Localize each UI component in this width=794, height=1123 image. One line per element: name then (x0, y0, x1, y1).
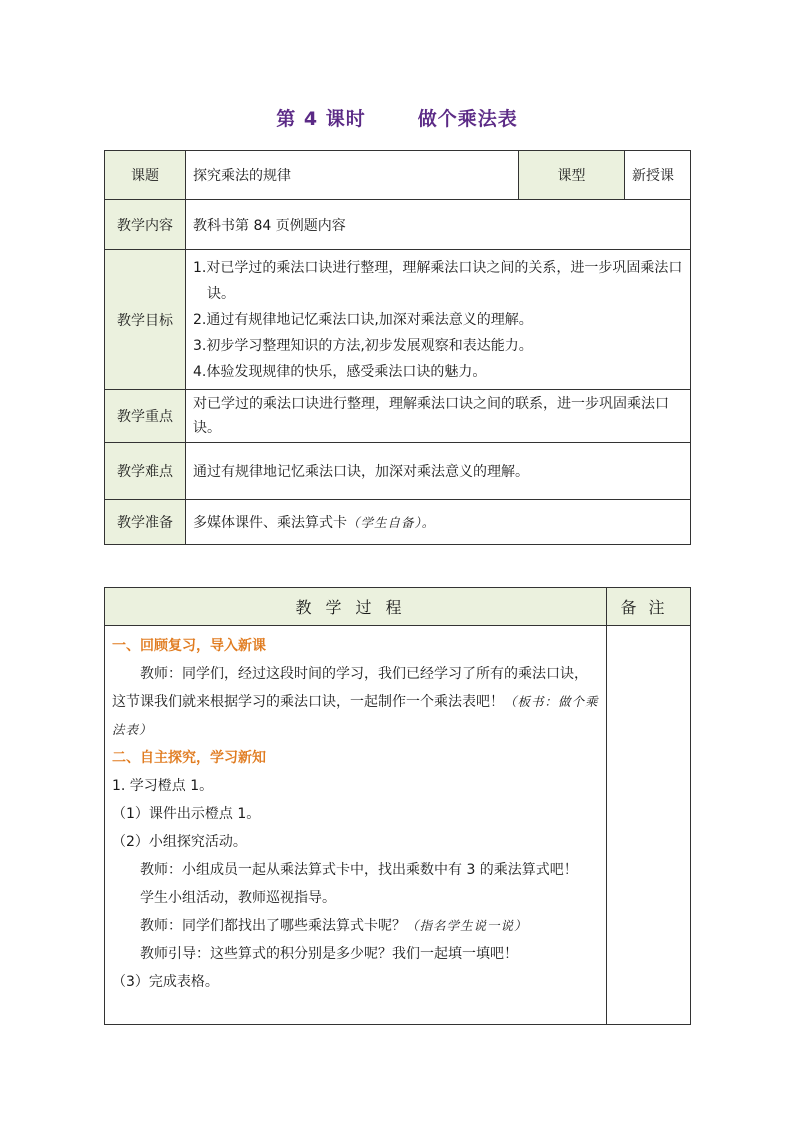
paragraph (112, 660, 599, 744)
section-heading: 一、回顾复习，导入新课 (112, 638, 266, 654)
lesson-info-table (104, 150, 691, 545)
paragraph: 教师引导：这些算式的积分别是多少呢？我们一起填一填吧！ (140, 946, 518, 962)
section-heading: 二、自主探究，学习新知 (112, 750, 266, 766)
goals-list (186, 250, 691, 390)
goals-label: 教学目标 (105, 250, 186, 390)
lesson-number: 第 4 课时 (276, 108, 366, 130)
goal-item: 2.通过有规律地记忆乘法口诀,加深对乘法意义的理解。 (193, 311, 533, 328)
step-item: （2）小组探究活动。 (112, 834, 247, 850)
key-row (105, 390, 691, 443)
page-title (0, 104, 794, 131)
instruction-note: （指名学生说一说） (406, 918, 528, 933)
step-item: 1. 学习橙点 1。 (112, 778, 214, 794)
key-value: 对已学过的乘法口诀进行整理，理解乘法口诀之间的联系，进一步巩固乘法口诀。 (186, 390, 691, 443)
topic-row (105, 151, 691, 200)
prep-label: 教学准备 (105, 500, 186, 545)
prep-cell (186, 500, 691, 545)
prep-note: （学生自备）。 (347, 515, 436, 530)
content-value: 教科书第 84 页例题内容 (186, 200, 691, 250)
board-note: （板书：做个乘法表） (112, 694, 599, 737)
goals-row (105, 250, 691, 390)
content-row (105, 200, 691, 250)
prep-row (105, 500, 691, 545)
difficulty-label: 教学难点 (105, 443, 186, 500)
process-header-row (105, 588, 691, 626)
step-item: （1）课件出示橙点 1。 (112, 806, 261, 822)
topic-label: 课题 (105, 151, 186, 200)
goal-item: 3.初步学习整理知识的方法,初步发展观察和表达能力。 (193, 337, 533, 354)
topic-value: 探究乘法的规律 (186, 151, 519, 200)
content-label: 教学内容 (105, 200, 186, 250)
paragraph-text: 教师：同学们，经过这段时间的学习，我们已经学习了所有的乘法口诀，这节课我们就来根据学习的乘法口诀，一起制作一个乘法表吧！ (112, 666, 588, 710)
difficulty-row (105, 443, 691, 500)
type-value: 新授课 (625, 151, 691, 200)
process-body-row (105, 626, 691, 1025)
paragraph: 教师：小组成员一起从乘法算式卡中，找出乘数中有 3 的乘法算式吧！ (140, 862, 578, 878)
paragraph: 学生小组活动，教师巡视指导。 (140, 890, 336, 906)
teaching-process-table (104, 587, 691, 1025)
process-header: 教学过程 (105, 588, 607, 626)
notes-header: 备注 (607, 588, 691, 626)
lesson-name: 做个乘法表 (417, 108, 518, 130)
key-label: 教学重点 (105, 390, 186, 443)
type-label: 课型 (519, 151, 625, 200)
prep-value: 多媒体课件、乘法算式卡 (193, 515, 347, 531)
process-body (105, 626, 607, 1025)
step-item: （3）完成表格。 (112, 974, 219, 990)
paragraph (112, 912, 599, 940)
goal-item: 4.体验发现规律的快乐，感受乘法口诀的魅力。 (193, 363, 487, 380)
notes-column (607, 626, 691, 1025)
goal-item: 1.对已学过的乘法口诀进行整理，理解乘法口诀之间的关系，进一步巩固乘法口诀。 (193, 259, 683, 302)
difficulty-value: 通过有规律地记忆乘法口诀，加深对乘法意义的理解。 (186, 443, 691, 500)
paragraph-text: 教师：同学们都找出了哪些乘法算式卡呢？ (140, 918, 406, 934)
